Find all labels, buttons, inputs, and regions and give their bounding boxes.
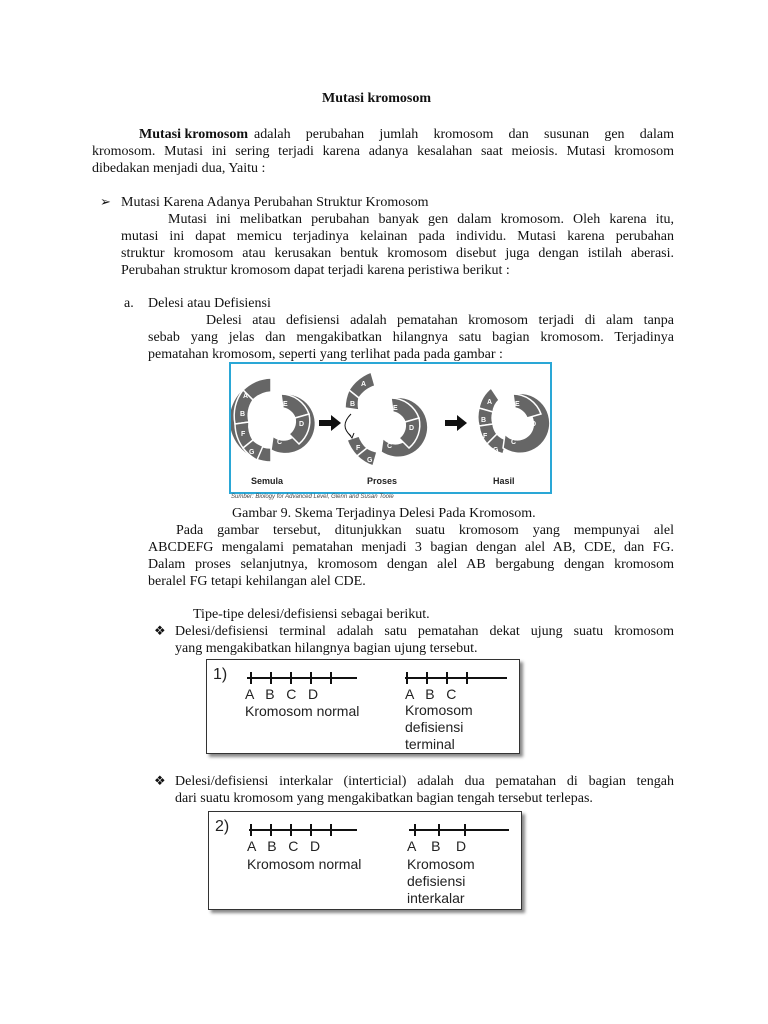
explanation-line-1: Pada gambar tersebut, ditunjukkan suatu kromosom yang mempunyai alel [176,523,674,538]
svg-text:F: F [241,431,246,438]
subsection-a-marker: a. [124,296,134,311]
diagram-1-normal-letters: A B C D [245,686,319,702]
interkalar-deletion-diagram [208,811,522,910]
diagram-1-normal-label: Kromosom normal [245,703,360,719]
stage-label-semula: Semula [251,476,284,486]
diagram-1-number: 1) [213,666,228,683]
explanation-line-3: Dalam proses selanjutnya, kromosom dengan alel AB bergabung dengan kromosom [148,557,674,572]
diamond-bullet-icon-2: ❖ [154,773,166,788]
diamond-bullet-icon-1: ❖ [154,623,166,638]
terminal-line-2: yang mengakibatkan hilangnya bagian ujung tersebut. [175,641,478,656]
section1-line-1: Mutasi ini melibatkan perubahan banyak gen dalam kromosom. Oleh karena itu, [168,212,674,227]
terminal-line-1: Delesi/defisiensi terminal adalah satu pematahan dekat ujung suatu kromosom [175,624,674,639]
subsection-a-line-3: pematahan kromosom, seperti yang terlihat pada pada gambar : [148,347,503,362]
intro-bold-term: Mutasi kromosom [139,127,249,142]
svg-text:C: C [511,439,517,446]
figure-9-box [229,362,552,494]
subsection-a-line-1: Delesi atau defisiensi adalah pematahan kromosom terjadi di alam tanpa [206,313,674,328]
diagram-2-normal-letters: A B C D [247,838,321,854]
diagram-2-number: 2) [215,818,230,835]
svg-text:F: F [483,433,488,440]
arrow-right-icon-2 [445,415,467,431]
arrow-right-icon [319,415,341,431]
diagram-1-result-label-2: defisiensi [405,719,464,735]
diagram-2-result-label-3: interkalar [407,890,465,906]
section1-line-2: mutasi ini dapat memicu terjadinya kelainan pada individu. Mutasi karena perubahan [121,229,674,244]
svg-text:B: B [481,417,487,424]
diagram-1-result-letters: A B C [405,686,457,702]
figure-9-caption: Gambar 9. Skema Terjadinya Delesi Pada Kromosom. [232,506,536,521]
svg-text:G: G [367,457,373,464]
explanation-line-2: ABCDEFG mengalami pematahan menjadi 3 bagian dengan alel AB, CDE, dan FG. [148,540,674,555]
svg-text:F: F [356,445,361,452]
svg-text:D: D [409,425,415,432]
arrow-bullet-icon: ➢ [100,194,111,209]
diagram-2-normal-label: Kromosom normal [247,856,362,872]
terminal-deletion-diagram [206,659,520,754]
svg-text:D: D [531,421,537,428]
chromosome-deletion-diagram [231,364,550,492]
intro-line-2: kromosom. Mutasi ini sering terjadi karena adanya kesalahan saat meiosis. Mutasi kromosom [92,144,674,159]
svg-text:C: C [387,443,393,450]
svg-text:G: G [249,449,255,456]
figure-9-source: Sumber: Biology for Advanced Level, Glenn and Susan Toole [231,494,394,500]
diagram-1-result-label-1: Kromosom [405,702,473,718]
svg-text:B: B [350,401,356,408]
svg-text:C: C [277,439,283,446]
svg-text:E: E [515,401,520,408]
diagram-2-result-label-2: defisiensi [407,873,466,889]
page-title: Mutasi kromosom [322,91,432,106]
svg-text:B: B [240,411,246,418]
svg-text:A: A [487,399,493,406]
subsection-a-line-2: sebab yang jelas dan mengakibatkan hilangnya satu bagian kromosom. Terjadinya [148,330,674,345]
stage-label-proses: Proses [367,476,398,486]
intro-line-3: dibedakan menjadi dua, Yaitu : [92,161,266,176]
section1-line-4: Perubahan struktur kromosom dapat terjadi karena peristiwa berikut : [121,263,510,278]
intro-line-1-rest: adalah perubahan jumlah kromosom dan susunan gen dalam [254,127,674,142]
explanation-line-4: beralel FG tetapi kehilangan alel CDE. [148,574,366,589]
svg-text:E: E [283,401,288,408]
section1-heading: Mutasi Karena Adanya Perubahan Struktur Kromosom [121,195,429,210]
diagram-2-result-label-1: Kromosom [407,856,475,872]
svg-text:G: G [493,447,499,454]
diagram-2-result-letters: A B D [407,838,467,854]
intro-line-1 [139,126,674,143]
section1-line-3: struktur kromosom atau kerusakan bentuk kromosom disebut juga dengan istilah aberasi. [121,246,674,261]
subsection-a-heading: Delesi atau Defisiensi [148,296,271,311]
stage-label-hasil: Hasil [493,476,515,486]
interkalar-line-2: dari suatu kromosom yang mengakibatkan bagian tengah tersebut terlepas. [175,791,593,806]
diagram-1-result-label-3: terminal [405,736,455,752]
svg-text:D: D [299,421,305,428]
types-intro: Tipe-tipe delesi/defisiensi sebagai berikut. [193,607,430,622]
svg-text:A: A [361,381,367,388]
svg-text:A: A [243,393,249,400]
svg-text:E: E [393,405,398,412]
stage-semula [231,378,315,462]
interkalar-line-1: Delesi/defisiensi interkalar (interticial) adalah dua pematahan di bagian tengah [175,774,674,789]
